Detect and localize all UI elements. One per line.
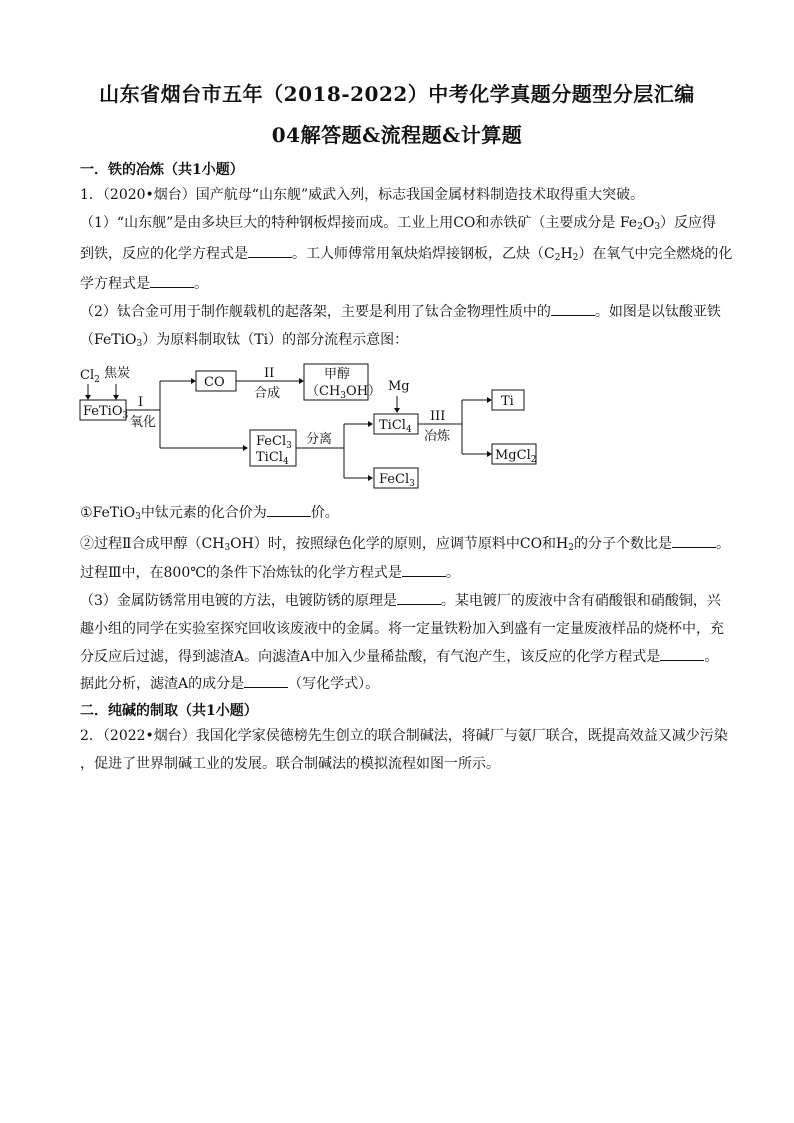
- question-1-sub-2: ②过程Ⅱ合成甲醇$(CH_3OH)$时，按照绿色化学的原则，应调节原料中CO和$H_2$的分子个数比是 。: [80, 533, 720, 554]
- question-2-line-1: 2．（2022•烟台）我国化学家侯德榜先生创立的联合制碱法，将碱厂与氨厂联合，既提高效益又减少污染: [80, 728, 728, 744]
- document-subtitle: 04解答题&流程题&计算题: [271, 123, 523, 147]
- ti-label: Ti: [501, 394, 514, 409]
- answer-blank[interactable]: [397, 590, 441, 605]
- coke-label: 焦炭: [104, 366, 131, 381]
- methanol-formula: $(CH_3OH)$: [306, 384, 382, 401]
- question-2-line-2: ，促进了世界制碱工业的发展。联合制碱法的模拟流程如图一所示。: [80, 756, 500, 772]
- question-1-sub-3: 过程Ⅲ中，在800℃的条件下冶炼钛的化学方程式是 。: [80, 562, 720, 583]
- step-2-label: II: [264, 366, 275, 381]
- section-heading-soda-production: 二．纯碱的制取（共1小题）: [80, 703, 258, 719]
- question-1-part-3-line-4: 据此分析，滤渣A的成分是 （写化学式）。: [80, 673, 720, 694]
- cl2-label: $Cl_2$: [80, 368, 100, 385]
- mgcl2-label: MgCl$_2$: [495, 448, 537, 465]
- answer-blank[interactable]: [660, 646, 704, 661]
- mg-label: Mg: [388, 379, 410, 394]
- question-1-part-1-line-1: （1）“山东舰”是由多块巨大的特种钢板焊接而成。工业上用CO和赤铁矿（主要成分是 $Fe_2O_3$）反应得: [80, 215, 717, 232]
- fetio3-label: FeTiO$_3$: [83, 404, 129, 421]
- answer-blank[interactable]: [150, 273, 194, 288]
- question-1-part-1-line-3: 学方程式是 。: [80, 273, 720, 294]
- titanium-flow-diagram: [78, 362, 548, 492]
- methanol-label: 甲醇: [324, 367, 351, 382]
- fecl3-label: FeCl$_3$: [256, 434, 292, 451]
- question-1-intro: 1．（2020•烟台）国产航母“山东舰”威武入列，标志我国金属材料制造技术取得重大突破。: [80, 187, 645, 203]
- answer-blank[interactable]: [267, 502, 311, 517]
- co-label: CO: [204, 375, 225, 390]
- arrowhead-coke: [113, 395, 119, 400]
- answer-blank[interactable]: [244, 673, 288, 688]
- question-1-part-2-line-2: （FeTiO$_3$）为原料制取钛（Ti）的部分流程示意图：: [80, 332, 409, 349]
- section-heading-iron-smelting: 一．铁的冶炼（共1小题）: [80, 162, 244, 178]
- arrowhead-fecl3-ticl4: [243, 445, 248, 451]
- question-1-sub-1: ①FeTiO$_3$中钛元素的化合价为 价。: [80, 502, 720, 523]
- arrowhead-fecl3: [368, 475, 373, 481]
- ticl4-label: TiCl$_4$: [256, 450, 289, 467]
- question-1-part-3-line-2: 趣小组的同学在实验室探究回收该废液中的金属。将一定量铁粉加入到盛有一定量废液样品的烧杯中，充: [80, 621, 724, 637]
- oxidize-label: 氧化: [130, 415, 157, 430]
- arrowhead-methanol: [299, 378, 304, 384]
- arrowhead-ticl4: [368, 421, 373, 427]
- arrowhead-ti: [487, 397, 492, 403]
- fecl3-box-label: FeCl$_3$: [379, 472, 415, 489]
- smelt-label: 冶炼: [424, 429, 451, 444]
- question-1-part-3-line-3: 分反应后过滤，得到滤渣A。向滤渣A中加入少量稀盐酸，有气泡产生，该反应的化学方程式是 。: [80, 646, 720, 667]
- question-1-part-2-line-1: （2）钛合金可用于制作舰载机的起落架，主要是利用了钛合金物理性质中的 。如图是以钛酸亚铁: [80, 301, 720, 322]
- document-title: 山东省烟台市五年（2018-2022）中考化学真题分题型分层汇编: [99, 82, 695, 106]
- arrowhead-cl2: [85, 395, 91, 400]
- answer-blank[interactable]: [248, 243, 292, 258]
- ticl4-box-label: TiCl$_4$: [379, 418, 412, 435]
- answer-blank[interactable]: [551, 301, 595, 316]
- separate-label: 分离: [306, 432, 333, 447]
- answer-blank[interactable]: [672, 533, 716, 548]
- question-1-part-1-line-2: 到铁，反应的化学方程式是 。工人师傅常用氧炔焰焊接钢板，乙炔$(C_2H_2)$在氧气中完全燃烧的化: [80, 243, 720, 264]
- question-1-part-3-line-1: （3）金属防锈常用电镀的方法，电镀防锈的原理是 。某电镀厂的废液中含有硝酸银和硝酸铜，兴: [80, 590, 720, 611]
- step-1-label: I: [138, 395, 144, 410]
- synth-label: 合成: [254, 386, 281, 401]
- arrowhead-co: [191, 378, 196, 384]
- arrowhead-mgcl2: [487, 451, 492, 457]
- arrowhead-mg: [394, 408, 400, 413]
- answer-blank[interactable]: [402, 562, 446, 577]
- step-3-label: III: [430, 409, 446, 424]
